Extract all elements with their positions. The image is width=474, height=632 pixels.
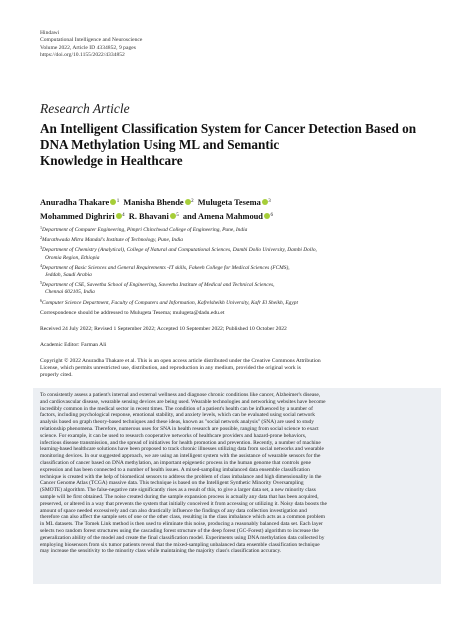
publication-dates: Received 24 July 2022; Revised 1 September 2022; Accepted 10 September 2022; Published 10 October 2022 [40,326,287,332]
abstract-line: classification of cancer based on DNA methylation, an important epigenetic process in the human genome that controls gene [40,459,311,466]
abstract-line: employing biosensors from six tumor patients reveal that the mixed-sampling unbalanced data ensemble classification technique [40,541,320,548]
affiliation-number: 3 [40,245,42,251]
abstract-line: monitoring devices. In our suggested approach, we are using an intelligent system with the assistance of wearable sensors for the [40,453,321,460]
affiliation-number: 2 [40,235,42,241]
abstract-line: incredibly common in the medical sector in recent times. The condition of a patient's health can be influenced by a number of [40,405,313,412]
affiliation-number: 5 [40,280,42,286]
orcid-icon[interactable] [170,213,176,219]
affiliation-number: 6 [40,297,42,303]
academic-editor: Academic Editor: Farman Ali [40,342,107,348]
author-list [40,196,434,223]
orcid-icon[interactable] [116,213,122,219]
journal-name: Computational Intelligence and Neuroscience [40,37,143,44]
journal-header [40,30,142,60]
affiliation-text: Computer Science Department, Faculty of Computers and Information, Kafrelsheikh University, Kafr El Sheikh, Egypt [42,299,298,306]
author-affiliation-mark: 4 [122,212,125,218]
abstract-line: relationship phenomena. Therefore, numerous uses for SNA in health research are possible, ranging from social science to exact [40,425,319,432]
abstract-line: infectious disease transmission, and the spread of initiatives for health promotion and prevention. Recently, a number of machine [40,439,321,446]
author-name[interactable]: Amena Mahmoud [198,211,263,221]
abstract-line: technique is created with the help of biomedical sensors to address the problem of class imbalance and high dimensionality in the [40,473,322,480]
affiliation-continuation: Chennai 602105, India [45,289,95,296]
abstract-line: may increase the sensitivity to the minority class while maintaining the majority class's classification accuracy. [40,548,282,555]
affiliation-continuation: Jeddah, Saudi Arabia [45,272,92,279]
abstract-line: Cancer Genome Atlas (TCGA) massive data. This technique is based on the Intelligent Synthetic Minority Oversampling [40,480,304,487]
abstract-line: learning-based healthcare solutions have been proposed to track chronic illnesses utilizing data from social networks and wearable [40,446,324,453]
author-conjunction: and [182,211,197,221]
affiliation-number: 1 [40,225,42,230]
title-line: Knowledge in Healthcare [40,152,183,168]
affiliation-item [40,262,434,272]
author-name[interactable]: R. Bhavani [128,211,169,221]
copyright-notice [40,358,434,380]
affiliation-text: Department of Computer Engineering, Pimpri Chinchwad College of Engineering, Pune, India [42,227,248,233]
author-name[interactable]: Mulugeta Tesema [197,198,261,207]
affiliation-text: Marathwada Mitra Mandal's Institute of Technology, Pune, India [42,237,183,244]
author-line [40,196,434,210]
abstract-line: analysis based on graph theory-based techniques and these ideas, known as "social network analysis" (SNA) are used to study [40,419,314,426]
copyright-line: Copyright © 2022 Anuradha Thakare et al. This is an open access article distributed under the Creative Commons Attribution [40,358,321,364]
affiliation-text: Department of CSE, Saveetha School of Engineering, Saveetha Institute of Medical and Technical Sciences, [42,282,275,289]
author-affiliation-mark: 3 [268,199,271,204]
affiliation-item [40,279,434,289]
abstract-line: in ML datasets. The Tomek Link method is then used to eliminate this noise, producing a reasonably balanced data set. Each layer [40,521,323,528]
affiliation-list [40,224,434,307]
affiliation-item [40,244,434,254]
affiliation-text: Department of Chemistry (Analytical), College of Natural and Computational Sciences, Dambi Dollo University, Dambi Dollo, [42,247,317,254]
author-name[interactable]: Mohammed Dighriri [40,211,115,221]
copyright-line: properly cited. [40,372,73,379]
orcid-icon[interactable] [262,199,268,205]
abstract-line: factors, including psychological response, emotional stability, and anxiety levels, which can be evaluated using social network [40,412,315,419]
affiliation-continuation: Oromia Region, Ethiopia [45,254,100,261]
author-affiliation-mark: 1 [116,199,120,204]
affiliation-item [40,297,434,307]
affiliation-text: Department of Basic Sciences and General Requirements -IT skills, Fakeeh College for Medical Sciences (FCMS), [42,264,290,271]
author-name[interactable]: Anuradha Thakare [40,198,110,207]
abstract-line: To consistently assess a patient's internal and external wellness and diagnose chronic conditions like cancer, Alzheimer's disease, [40,392,321,398]
abstract-line: generalization ability of the model and create the final classification model. Experiments using DNA methylation data collected by [40,534,325,541]
affiliation-item [40,234,434,244]
doi-link[interactable]: https://doi.org/10.1155/2022/4334852 [40,52,125,59]
abstract-line: sample will be first obtained. The noise created during the sample expansion process is actually any data that has been acquired, [40,493,319,500]
volume-info: Volume 2022, Article ID 4334852, 9 pages [40,44,136,51]
author-affiliation-mark: 5 [176,212,179,218]
correspondence-note: Correspondence should be addressed to Mulugeta Tesema; mulugeta@dadu.edu.et [40,310,225,316]
affiliation-item [40,224,434,234]
abstract-line: preserved, or altered in a way that prevents the system that initially conceived it from accessing or utilizing it. Noisy data boosts the [40,500,327,507]
publisher-name: Hindawi [40,30,60,36]
abstract-line: (SMOTE) algorithm. The false-negative rate significantly rises as a result of this, to give a larger data set, a new minority class [40,487,316,494]
article-type: Research Article [40,101,130,116]
abstract-line: science. For example, it can be used to research cooperative networks of healthcare providers and hazard-prone behaviors, [40,432,307,439]
abstract-line: and cardiovascular disease, wearable sensing devices are being used. Wearable technologies and networking websites have become [40,398,326,405]
title-line: An Intelligent Classification System for Cancer Detection Based on [40,121,417,136]
paper-title [40,121,434,168]
affiliation-number: 4 [40,262,42,268]
abstract-line: therefore can also affect the sample sets of one or the other class, resulting in the class imbalance which acts as a common problem [40,514,325,521]
author-affiliation-mark: 2 [191,199,194,204]
title-line: DNA Methylation Using ML and Semantic [40,136,280,152]
abstract-box [33,388,441,584]
orcid-icon[interactable] [110,199,116,205]
author-affiliation-mark: 6 [270,212,273,218]
abstract-line: amount of space needed excessively and can also drastically influence the findings of any data collection investigation and [40,507,307,514]
author-name[interactable]: Manisha Bhende [123,198,184,207]
author-line [40,210,434,224]
abstract-line: selects two random forest structures using the cascading forest structure of the deep forest (GC-Forest) algorithm to increase the [40,527,319,534]
abstract-line: expression and has been connected to a number of health issues. A mixed-sampling imbalanced data ensemble classification [40,466,310,473]
copyright-line: License, which permits unrestricted use, distribution, and reproduction in any medium, provided the original work is [40,365,301,372]
orcid-icon[interactable] [185,199,191,205]
